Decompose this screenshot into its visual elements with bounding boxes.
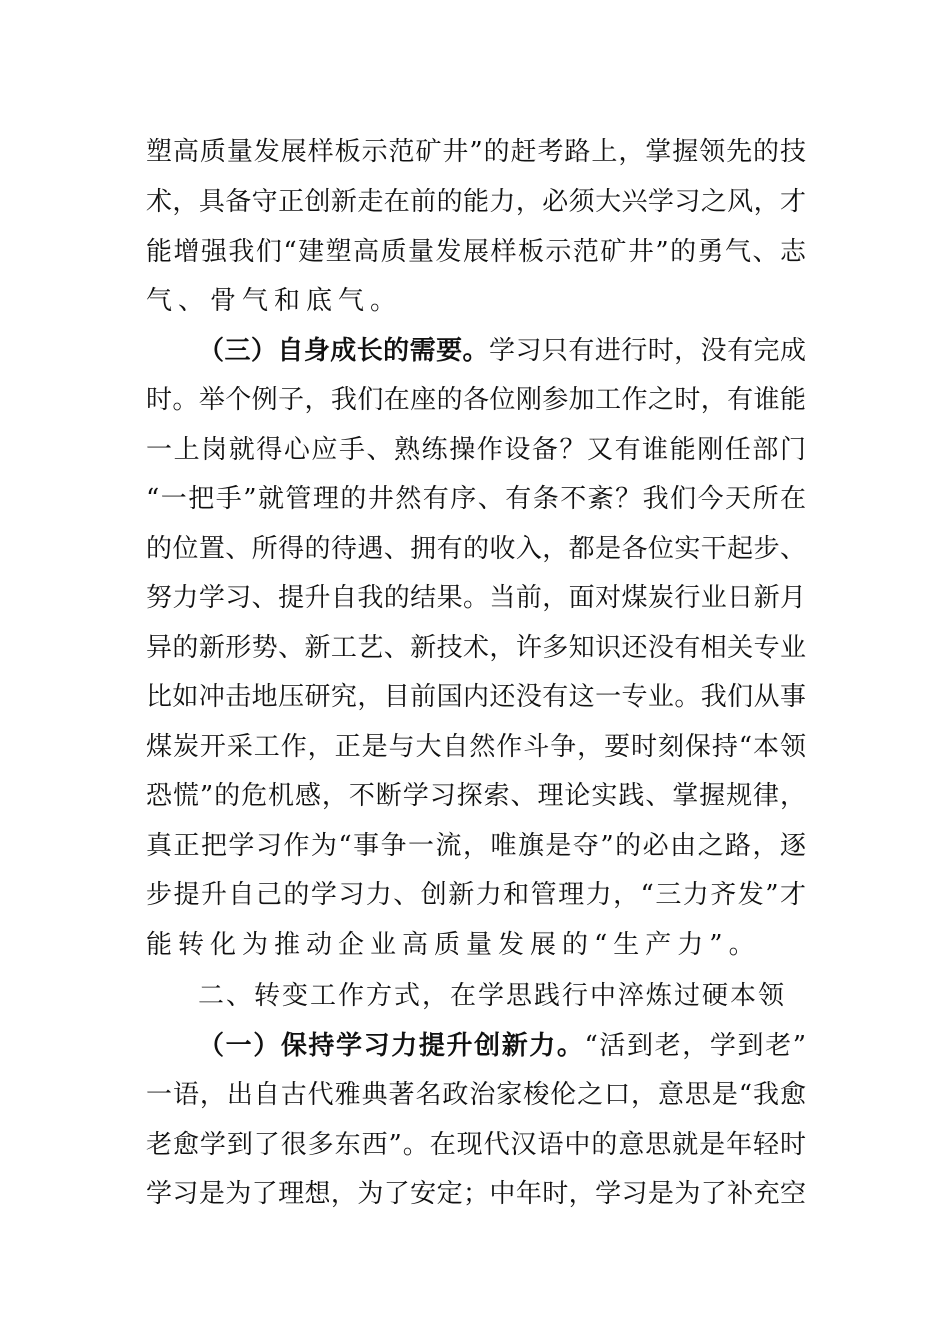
paragraph-line: 时。举个例子，我们在座的各位刚参加工作之时，有谁能 — [146, 385, 806, 415]
paragraph-line: 老愈学到了很多东西”。在现代汉语中的意思就是年轻时 — [146, 1130, 806, 1160]
paragraph-line: 恐慌”的危机感，不断学习探索、理论实践、掌握规律， — [146, 781, 806, 811]
paragraph-line: 异的新形势、新工艺、新技术，许多知识还没有相关专业 — [146, 633, 806, 663]
paragraph-line: 塑高质量发展样板示范矿井”的赶考路上，掌握领先的技 — [146, 137, 806, 167]
paragraph-line: 努力学习、提升自我的结果。当前，面对煤炭行业日新月 — [146, 583, 806, 613]
paragraph-text: “活到老，学到老” — [584, 1031, 806, 1061]
section-heading: 二、转变工作方式，在学思践行中淬炼过硬本领 — [198, 981, 787, 1011]
paragraph-line: 的位置、所得的待遇、拥有的收入，都是各位实干起步、 — [146, 534, 806, 564]
subheading-lead: （三）自身成长的需要。 — [198, 336, 489, 366]
paragraph-first-line — [198, 1030, 806, 1062]
subheading-lead: （一）保持学习力提升创新力。 — [198, 1031, 585, 1061]
paragraph-line: 一上岗就得心应手、熟练操作设备？又有谁能刚任部门 — [146, 435, 806, 465]
paragraph-first-line — [198, 335, 806, 367]
paragraph-line: 步提升自己的学习力、创新力和管理力，“三力齐发”才 — [146, 880, 806, 910]
paragraph-line: 学习是为了理想，为了安定；中年时，学习是为了补充空 — [146, 1179, 806, 1209]
paragraph-line: 真正把学习作为“事争一流，唯旗是夺”的必由之路，逐 — [146, 831, 806, 861]
paragraph-line: 气、骨气和底气。 — [146, 286, 403, 316]
paragraph-line: 一语，出自古代雅典著名政治家梭伦之口，意思是“我愈 — [146, 1080, 806, 1110]
paragraph-text: 学习只有进行时，没有完成 — [489, 336, 806, 366]
paragraph-line: 术，具备守正创新走在前的能力，必须大兴学习之风，才 — [146, 187, 806, 217]
paragraph-line: 煤炭开采工作，正是与大自然作斗争，要时刻保持“本领 — [146, 732, 806, 762]
paragraph-line: 能转化为推动企业高质量发展的“生产力”。 — [146, 930, 761, 960]
paragraph-line: 比如冲击地压研究，目前国内还没有这一专业。我们从事 — [146, 682, 806, 712]
paragraph-line: 能增强我们“建塑高质量发展样板示范矿井”的勇气、志 — [146, 237, 806, 267]
paragraph-line: “一把手”就管理的井然有序、有条不紊？我们今天所在 — [146, 484, 806, 514]
